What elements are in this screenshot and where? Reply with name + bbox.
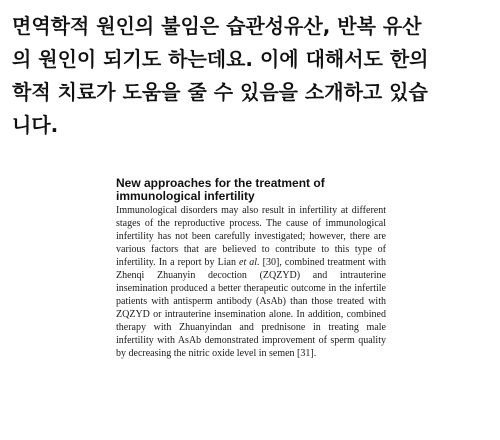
section-body xyxy=(116,204,386,360)
section-heading: New approaches for the treatment of immunological infertility xyxy=(116,176,325,203)
body-text-1: Immunological disorders may also result in infertility at different stages of the reproductive process. The cause of immunological infertility has not been carefully investigated; however, there are various factors that are believed to contribute to this type of infertility. In a report by Lian xyxy=(116,205,386,268)
body-text-2: [30], combined treatment with Zhenqi Zhuanyin decoction (ZQZYD) and intrauterine insemination produced a better therapeutic outcome in the infertile patients with antisperm antibody (AsAb) than those treated with ZQZYD or intrauterine insemination alone. In addition, combined therapy with Zhuanyindan and prednisone in treating male infertility with AsAb demonstrated improvement of sperm quality by decreasing the nitric oxide level in semen [31]. xyxy=(116,257,387,359)
et-al-text: et al. xyxy=(239,257,260,268)
paper-excerpt xyxy=(116,177,386,360)
korean-caption: 면역학적 원인의 불임은 습관성유산, 반복 유산 의 원인이 되기도 하는데요. 이에 대해서도 한의 학적 치료가 도움을 줄 수 있음을 소개하고 있습 니다. xyxy=(12,14,429,137)
